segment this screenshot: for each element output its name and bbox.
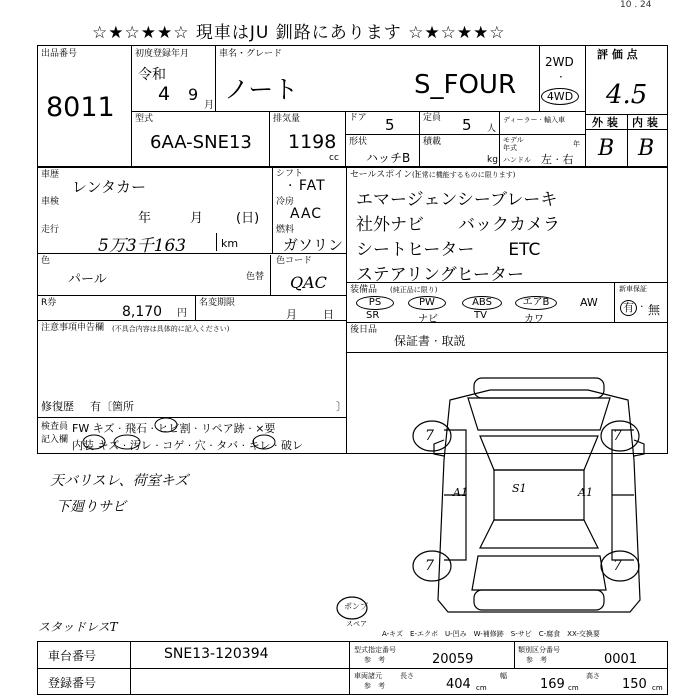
name-change-day: 日 [323, 308, 334, 321]
model-year-label: モデル 年式 [503, 136, 524, 152]
check-label-1: 検査員 [41, 422, 69, 432]
fuel-label: 燃料 [276, 225, 295, 235]
spare-label: ポンプ [344, 602, 368, 611]
model-grade: S_FOUR [414, 70, 517, 100]
handwritten-note-3: スタッドレスT [38, 620, 118, 634]
sales-point-3: シートヒーター ETC [356, 240, 541, 260]
equip-abs: ABS [462, 296, 502, 310]
warranty-label: 新車保証 [619, 285, 647, 293]
history-value: レンタカー [72, 178, 147, 196]
height-value: 150 [622, 677, 647, 692]
exterior-score: B [598, 136, 615, 161]
score-label: 評 価 点 [597, 48, 638, 61]
damage-left-side: A1 [453, 486, 468, 499]
score-value: 4.5 [606, 80, 648, 110]
equip-pw: PW [408, 296, 446, 310]
sales-point-1: エマージェンシーブレーキ [356, 190, 558, 210]
inspection-label: 車検 [41, 197, 60, 207]
equip-airbag: エアB [515, 296, 557, 310]
color-code-label: 色コード [276, 256, 313, 266]
equip-ps: PS [356, 296, 394, 310]
model-name: ノート [224, 75, 299, 104]
color-swap-label: 色替 [246, 272, 265, 282]
fuel-value: ガソリン [283, 236, 344, 254]
doors-value: 5 [385, 116, 395, 134]
header-corner: 10 . 24 [620, 0, 652, 10]
ac-label: 冷房 [276, 197, 295, 207]
mileage-label: 走行 [41, 225, 60, 235]
damage-right-side: A1 [578, 486, 593, 499]
recycle-value: 8,170 [122, 304, 163, 320]
notes-note: (不具合内容は具体的に記入ください) [112, 325, 230, 333]
warranty-yes: 有 [620, 300, 637, 316]
registration-month: 9 [188, 85, 199, 104]
dims-sub: 参 考 [364, 682, 385, 690]
name-change-label: 名変期限 [199, 298, 236, 308]
handwritten-note-2: 下廻りサビ [56, 499, 126, 515]
mileage-value: 5万3千163 [98, 236, 187, 256]
warranty-sep: · [640, 300, 644, 313]
lot-label: 出品番号 [41, 49, 78, 59]
equip-sr: SR [366, 310, 380, 321]
equip-aw: AW [580, 296, 598, 309]
color-label: 色 [41, 256, 51, 266]
warranty-no: 無 [648, 303, 661, 317]
model-year-unit: 年 [573, 140, 580, 148]
tire-rear-left: 7 [425, 558, 434, 574]
load-unit: kg [487, 155, 498, 165]
height-unit: cm [652, 684, 663, 692]
sales-point-2: 社外ナビ バックカメラ [356, 215, 560, 235]
displacement-unit: cc [329, 153, 339, 163]
lot-number: 8011 [46, 92, 115, 123]
dims-label: 車両諸元 [354, 672, 382, 680]
chassis-label: 車台番号 [48, 649, 97, 663]
header-notice: ☆★☆★★☆ 現車はJU 釧路にあります ☆★☆★★☆ [92, 23, 506, 43]
equip-navi: ナビ [418, 314, 438, 325]
drive-dot: · [559, 70, 563, 84]
shift-label: シフト [276, 169, 304, 179]
doors-label: ドア [349, 113, 367, 123]
chassis-value: SNE13-120394 [164, 646, 269, 662]
registration-year: 4 [158, 83, 171, 105]
notes-label: 注意事項申告欄 [41, 323, 105, 333]
tire-front-right: 7 [613, 428, 622, 444]
approval-sub: 参 考 [364, 656, 385, 664]
history-label: 車歴 [41, 170, 60, 180]
inspection-year: 年 [138, 211, 152, 226]
category-label: 類別区分番号 [518, 646, 560, 654]
interior-label: 内 装 [632, 116, 658, 129]
dealer-label: ディーラー · 輸入車 [503, 116, 566, 124]
repair-close: 〕 [336, 400, 347, 413]
repair-value: 有〔箇所 [90, 400, 134, 413]
inspection-day: (日) [236, 211, 260, 226]
capacity-value: 5 [462, 116, 472, 134]
displacement-label: 排気量 [273, 114, 301, 124]
approval-label: 型式指定番号 [354, 646, 396, 654]
paperwork-label: 後日品 [350, 325, 378, 335]
length-value: 404 [446, 677, 471, 692]
color-code: QAC [290, 273, 327, 292]
shape-value: ハッチB [366, 151, 411, 165]
shift-value: · FAT [288, 178, 326, 194]
capacity-unit: 人 [487, 124, 497, 134]
check-row-1: FW キズ · 飛石 · ヒビ割 · リペア跡 · ×要 [72, 422, 276, 435]
sales-point-4: ステアリングヒーター [356, 265, 524, 285]
damage-legend: A-キズ E-エクボ U-凹み W-補修跡 S-サビ C-腐食 XX-交換要 [382, 630, 600, 638]
registration-label: 初度登録年月 [135, 49, 190, 59]
mileage-unit: km [221, 237, 239, 250]
drive-4wd: 4WD [541, 88, 579, 105]
interior-score: B [638, 136, 655, 161]
load-label: 積載 [423, 137, 442, 147]
equipment-label: 装備品 [350, 285, 378, 295]
registration-month-unit: 月 [204, 100, 214, 111]
damage-roof: S1 [512, 482, 527, 495]
handwritten-note-1: 天バリスレ、荷室キズ [50, 473, 189, 489]
width-unit: cm [568, 684, 579, 692]
width-label: 幅 [500, 672, 507, 680]
type-value: 6AA-SNE13 [150, 132, 252, 153]
ac-value: AAC [290, 206, 323, 222]
displacement-value: 1198 [288, 131, 337, 153]
color-value: パール [68, 272, 107, 287]
recycle-label: R券 [41, 298, 57, 308]
model-label: 車名・グレード [219, 49, 283, 59]
sales-points-label: セールスポイント [350, 170, 422, 180]
category-sub: 参 考 [526, 656, 547, 664]
repair-label: 修復歴 [41, 400, 74, 413]
approval-value: 20059 [432, 652, 474, 667]
inspection-month: 月 [190, 211, 204, 226]
shape-label: 形状 [349, 137, 368, 147]
drive-2wd: 2WD [545, 55, 574, 69]
width-value: 169 [540, 677, 565, 692]
handle-label: ハンドル [503, 156, 531, 164]
recycle-unit: 円 [177, 308, 187, 319]
check-row-2: 内装 キズ · 汚レ · コゲ · 穴 · タバ · キレ · 破レ [72, 439, 303, 452]
registration-era: 令和 [138, 67, 166, 83]
register-label: 登録番号 [48, 676, 97, 690]
spare-sub: スペア [346, 620, 367, 628]
exterior-label: 外 装 [592, 116, 618, 129]
tire-front-left: 7 [425, 428, 434, 444]
category-value: 0001 [604, 652, 638, 667]
sales-points-note: (正常に機能するものに限ります) [412, 171, 516, 179]
equipment-note: (純正品に限り) [390, 286, 438, 294]
length-unit: cm [476, 684, 487, 692]
name-change-month: 月 [286, 308, 297, 321]
length-label: 長さ [400, 672, 414, 680]
tire-rear-right: 7 [613, 558, 622, 574]
capacity-label: 定員 [423, 113, 442, 123]
handle-value: 左 · 右 [541, 153, 574, 166]
height-label: 高さ [586, 672, 600, 680]
check-label-2: 記入欄 [41, 435, 69, 445]
equip-tv: TV [474, 310, 487, 321]
type-label: 型式 [135, 114, 154, 124]
paperwork-value: 保証書 · 取説 [394, 334, 466, 348]
equip-leather: カワ [524, 314, 544, 325]
